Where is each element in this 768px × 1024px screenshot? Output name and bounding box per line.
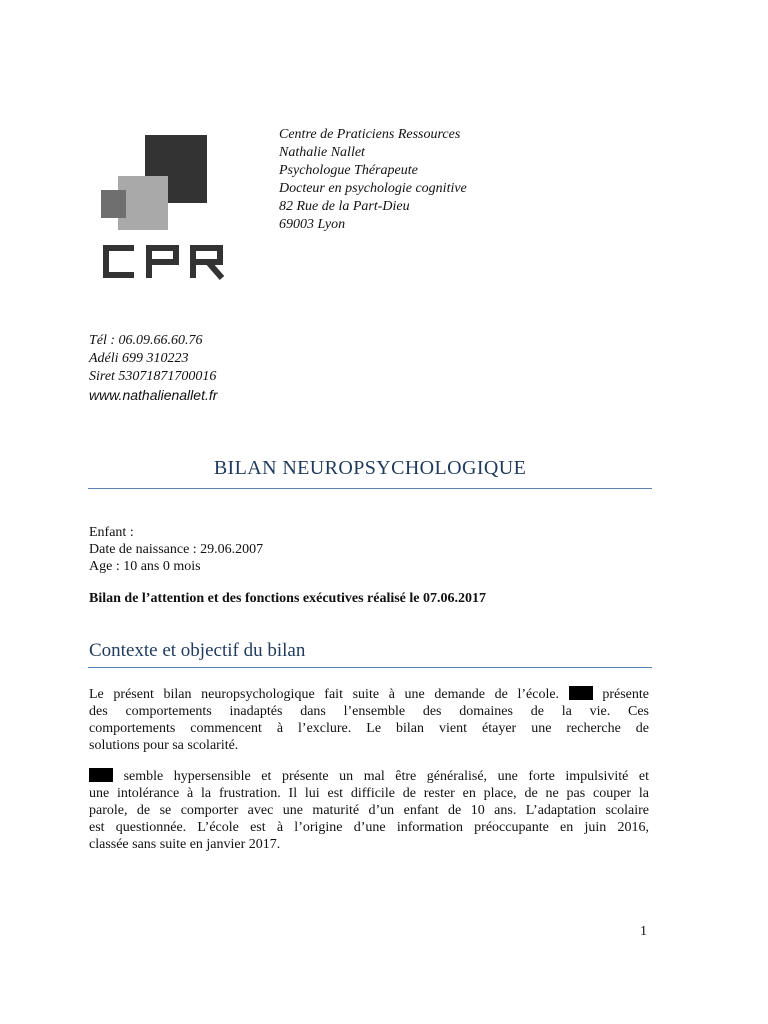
paragraph-line: une intolérance à la frustration. Il lui est difficile de rester en place, de ne pas couper la xyxy=(89,786,649,801)
logo-small-square xyxy=(101,190,126,218)
child-info xyxy=(89,524,263,575)
phone-line: Tél : 06.09.66.60.76 xyxy=(89,333,203,348)
child-age: Age : 10 ans 0 mois xyxy=(89,559,201,574)
bilan-date-line: Bilan de l’attention et des fonctions exécutives réalisé le 07.06.2017 xyxy=(89,591,487,606)
website-link[interactable]: www.nathalienallet.fr xyxy=(89,387,218,403)
child-label: Enfant : xyxy=(89,525,134,540)
address-line: Psychologue Thérapeute xyxy=(279,163,418,178)
paragraph-line: semble hypersensible et présente un mal être généralisé, une forte impulsivité et xyxy=(89,768,649,785)
adeli-line: Adéli 699 310223 xyxy=(89,351,189,366)
address-line: 69003 Lyon xyxy=(279,217,346,232)
cpr-logo xyxy=(100,130,230,280)
address-line: 82 Rue de la Part-Dieu xyxy=(279,199,410,214)
paragraph-line: classée sans suite en janvier 2017. xyxy=(89,837,281,852)
redacted-name xyxy=(569,686,593,700)
page-number: 1 xyxy=(640,924,647,939)
paragraph-line: Le présent bilan neuropsychologique fait suite à une demande de l’école. présente xyxy=(89,687,650,702)
document-title: BILAN NEUROPSYCHOLOGIQUE xyxy=(213,457,527,479)
address-line: Docteur en psychologie cognitive xyxy=(279,181,467,196)
address-block xyxy=(279,126,467,234)
section-title: Contexte et objectif du bilan xyxy=(89,640,306,661)
logo-lettering xyxy=(100,242,230,282)
paragraph-line: parole, de se comporter avec une maturité d’un enfant de 10 ans. L’adaptation scolaire xyxy=(89,803,649,818)
address-line: Centre de Praticiens Ressources xyxy=(279,127,461,142)
contact-block xyxy=(89,332,217,404)
redacted-name xyxy=(89,768,113,782)
birth-date: Date de naissance : 29.06.2007 xyxy=(89,542,264,557)
paragraph-line: solutions pour sa scolarité. xyxy=(89,738,239,753)
title-rule xyxy=(88,488,652,489)
context-paragraph-2 xyxy=(89,768,649,853)
siret-line: Siret 53071871700016 xyxy=(89,369,217,384)
paragraph-line: comportements commencent à l’exclure. Le bilan vient étayer une recherche de xyxy=(89,721,649,736)
paragraph-line: des comportements inadaptés dans l’ensemble des domaines de la vie. Ces xyxy=(89,704,649,719)
context-paragraph-1 xyxy=(89,686,649,754)
section-rule xyxy=(88,667,652,668)
address-line: Nathalie Nallet xyxy=(279,145,365,160)
paragraph-line: est questionnée. L’école est à l’origine d’une information préoccupante en juin 2016, xyxy=(89,820,649,835)
